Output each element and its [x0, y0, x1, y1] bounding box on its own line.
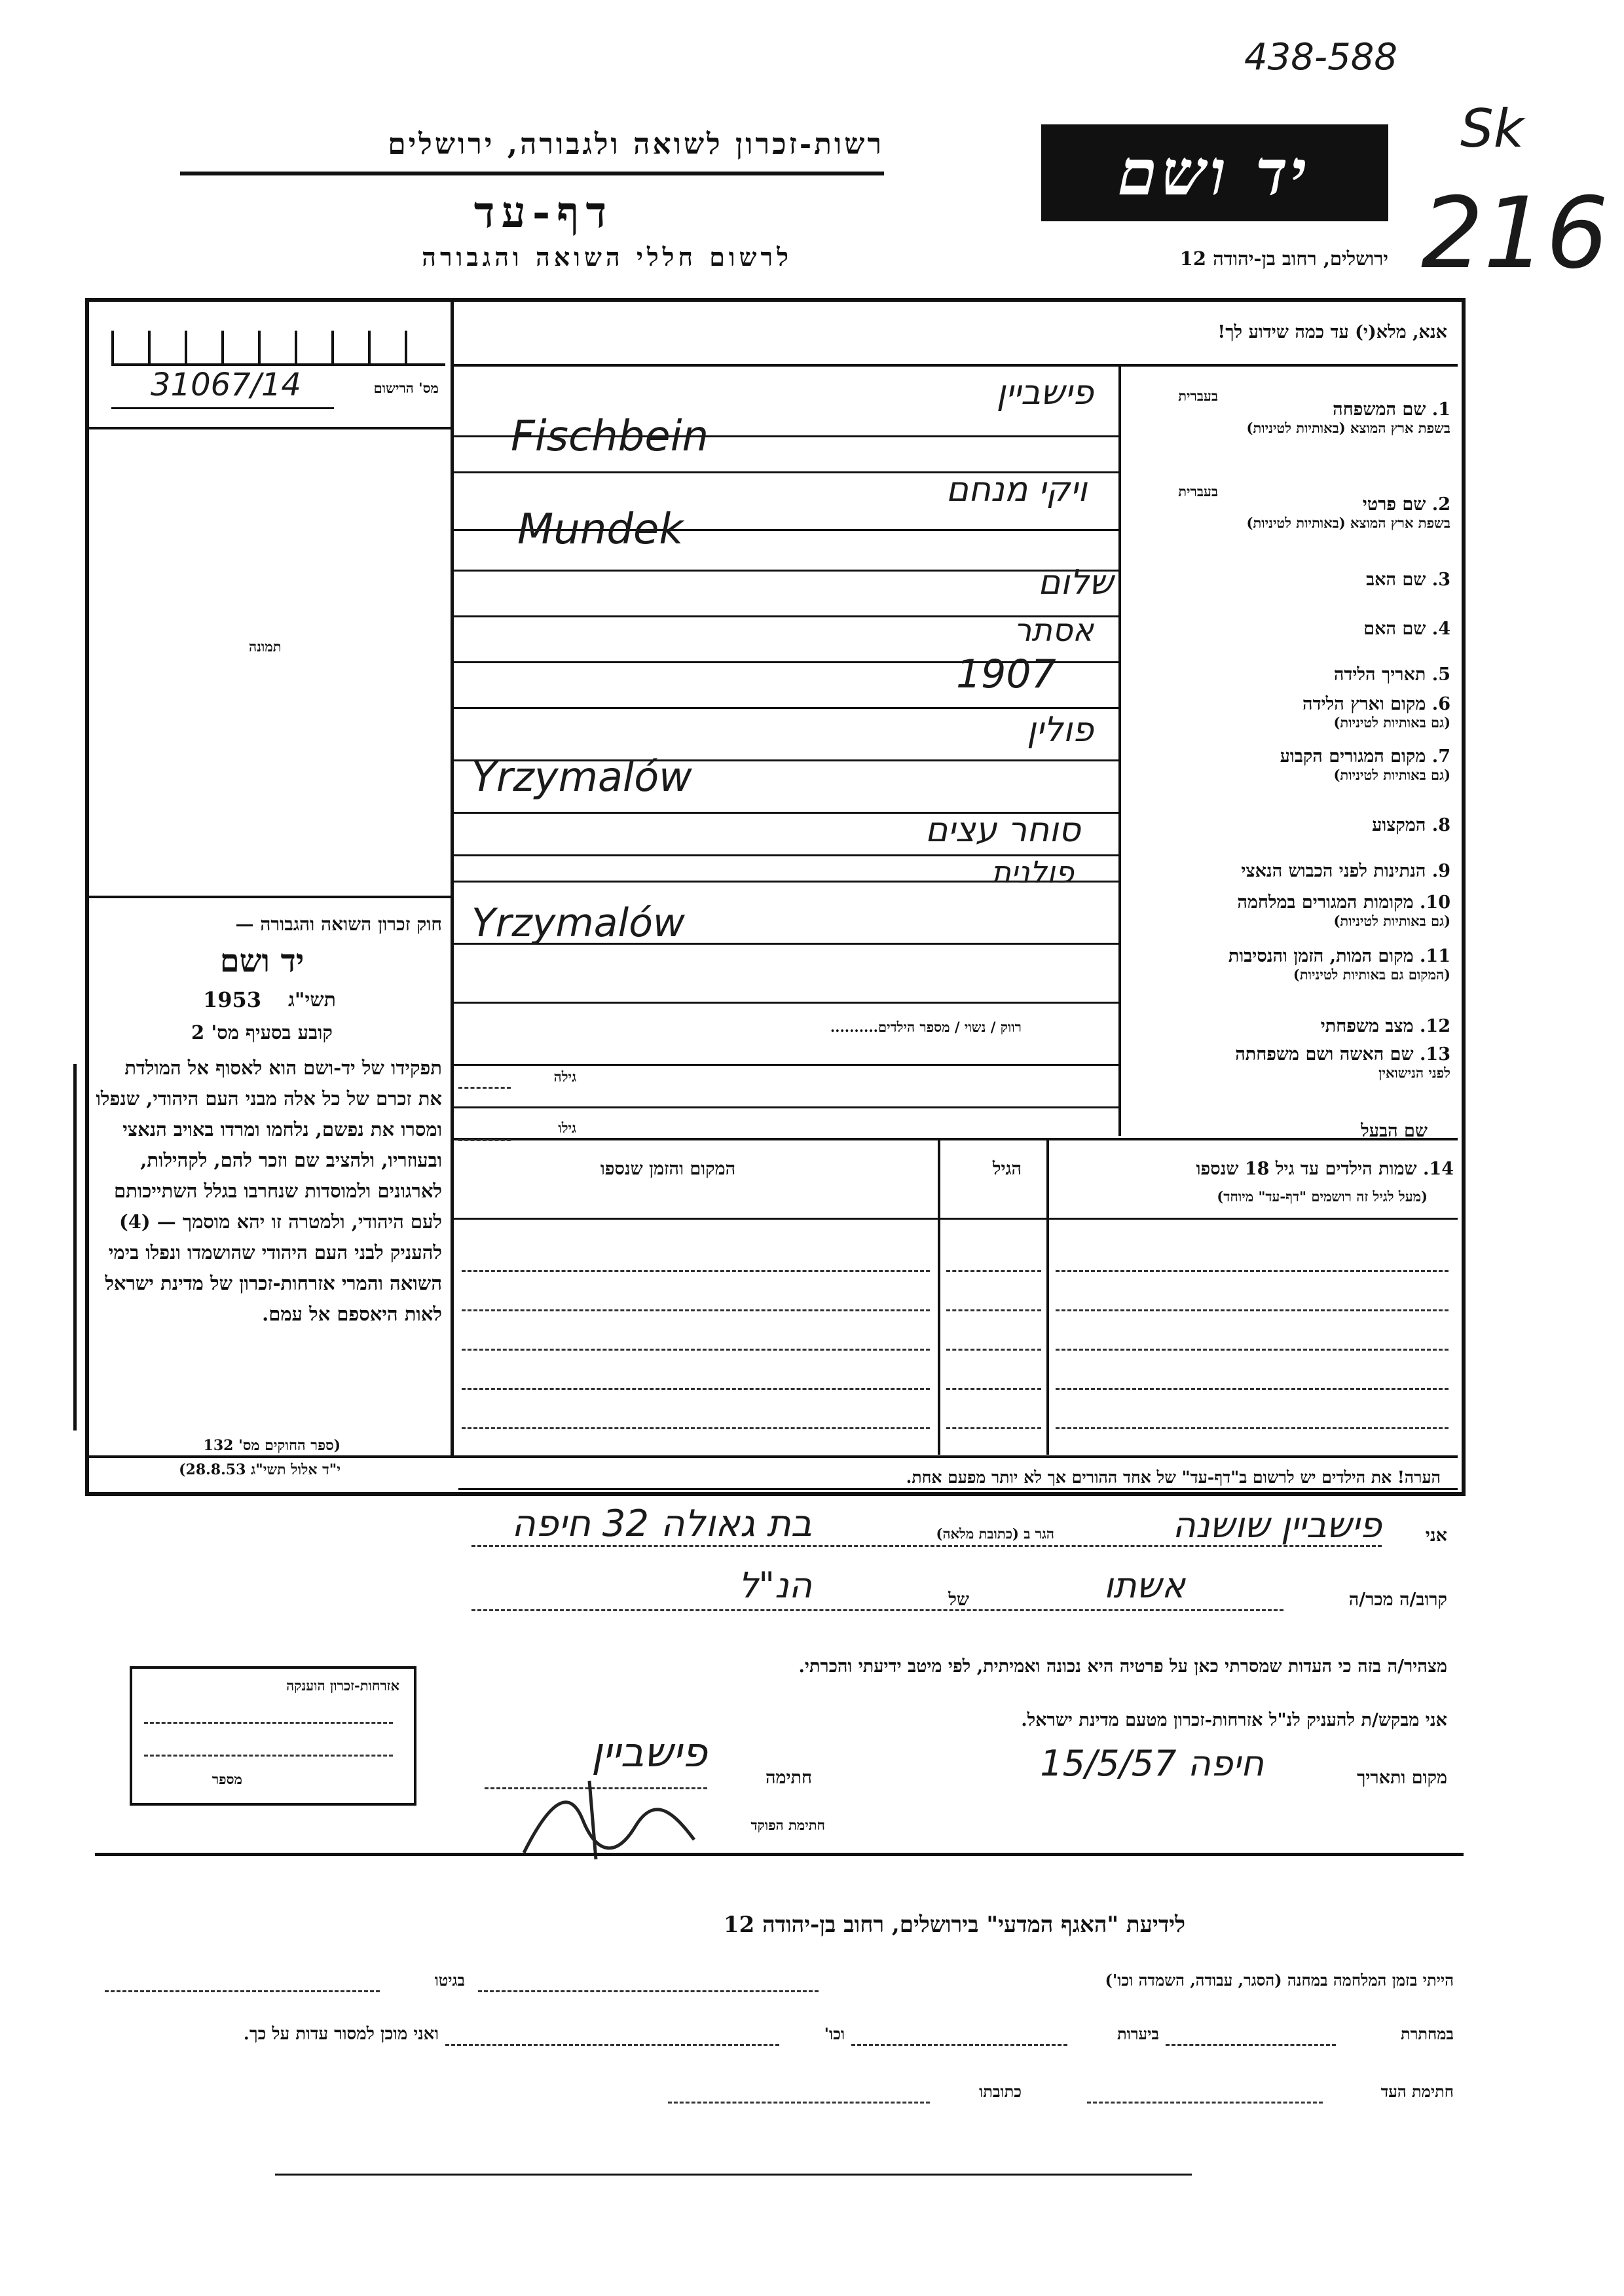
field-text: מקום וארץ הלידה: [1302, 694, 1426, 714]
answer-profession: סוחר עצים: [925, 811, 1080, 850]
children-row-line: [1056, 1388, 1449, 1390]
law-year-he: תשי"ג: [288, 989, 336, 1011]
children-divider-bottom: [454, 1218, 1458, 1220]
answer-line: [454, 707, 1118, 709]
children-row-line: [1056, 1309, 1449, 1311]
field-subtext: לפני הנישואין: [1378, 1065, 1450, 1081]
field-text: מקום המגורים הקבוע: [1280, 746, 1426, 767]
field-subtext: (גם באותיות לטיניות): [1333, 913, 1450, 929]
answer-citizenship: פולנית: [991, 854, 1074, 890]
answer-father: שלום: [1037, 563, 1113, 602]
field-number: 1.: [1431, 399, 1450, 420]
footer-line2-a: במחתרת: [1400, 2024, 1454, 2043]
children-row-line: [1056, 1427, 1449, 1429]
registration-label: מס' הרישום: [373, 380, 439, 396]
hebrew-tag-1: בעברית: [1178, 388, 1218, 404]
children-row-line: [946, 1388, 1041, 1390]
answer-first-he: ויקי מנחם: [946, 470, 1087, 509]
field-number: 13.: [1420, 1044, 1450, 1065]
field-text: שם המשפחה: [1333, 399, 1426, 420]
field-text: שם פרטי: [1362, 494, 1426, 515]
answer-surname-he: פישביין: [996, 373, 1094, 412]
field-label-10: [1126, 892, 1450, 930]
answer-line: [454, 1002, 1118, 1004]
field-subtext: (גם באותיות לטיניות): [1333, 714, 1450, 731]
answer-line: [454, 1064, 1118, 1066]
photo-label: תמונה: [249, 638, 282, 655]
footer-line2-field-c: [445, 2044, 779, 2046]
corner-mark-b: 216: [1421, 177, 1609, 291]
children-col-1: [1046, 1140, 1049, 1455]
field-number: 10.: [1420, 892, 1450, 913]
footer-line1-field: [478, 1990, 819, 1992]
children-age-header: הגיל: [992, 1159, 1022, 1179]
law-name: יד ושם: [219, 943, 304, 979]
field-label-6: [1126, 694, 1450, 731]
children-col-2: [938, 1140, 940, 1455]
field-text: מצב משפחתי: [1320, 1016, 1414, 1036]
yad-vashem-logo: יד ושם: [1041, 124, 1388, 221]
declarant-resides: הגר ב (כתובת מלאה): [936, 1525, 1054, 1542]
gazette-date: י"ד אלול תשי"ג 28.8.53): [179, 1461, 341, 1478]
footer-line3-b: כתובתו: [979, 2082, 1022, 2101]
field-label-5: [1126, 665, 1450, 685]
children-sub: (מעל לגיל זה רושמים "דף-עד" מיוחד): [1217, 1188, 1428, 1205]
gazette: (ספר החוקים מס' 132: [203, 1437, 341, 1454]
field-label-13: [1126, 1044, 1450, 1082]
wife-age-line: [458, 1087, 511, 1089]
field-text: תאריך הלידה: [1333, 665, 1426, 685]
field-label-3: [1126, 570, 1450, 590]
footer-line3-field-b: [668, 2102, 930, 2104]
footer-line3-field-a: [1087, 2102, 1323, 2104]
corner-mark-a: Sk: [1460, 98, 1524, 159]
children-row-line: [462, 1427, 930, 1429]
children-place-header: המקום והזמן שנספו: [600, 1159, 736, 1179]
note: הערה! את הילדים יש לרשום ב"דף-עד" של אחד ההורים אך לא יותר מפעם אחת.: [906, 1468, 1441, 1487]
signature-label: חתימה: [765, 1768, 812, 1788]
field-text: מקומות המגורים במלחמה: [1237, 892, 1414, 913]
field-number: 3.: [1431, 570, 1450, 590]
field-label-11: [1126, 946, 1450, 983]
form-title: דף-עד: [473, 187, 614, 238]
citizenship-request: אני מבקש/ת להעניק לנ"ל אזרחות-זכרון מטעם מדינת ישראל.: [1021, 1710, 1447, 1730]
answer-war-residence: Yrzymalów: [471, 900, 685, 946]
hebrew-tag-2: בעברית: [1178, 483, 1218, 500]
field-label-12: [1126, 1016, 1450, 1036]
footer-line2-b: ביערות: [1116, 2024, 1159, 2043]
field-label-2: [1126, 494, 1450, 532]
citizenship-box-no: מספר: [212, 1771, 242, 1787]
declarant-name: פישביין שושנה: [1172, 1504, 1382, 1546]
declarant-line-1: [471, 1545, 1382, 1547]
field-label-7: [1126, 746, 1450, 784]
registration-underline: [111, 407, 334, 409]
citizenship-box-title: אזרחות-זכרון הוענקה: [286, 1677, 399, 1694]
field-subtext: בשפת ארץ המוצא (באותיות לטיניות): [1246, 420, 1450, 436]
photo-box-bottom: [89, 896, 451, 898]
field-text: שם האם: [1363, 619, 1426, 639]
field-number: 2.: [1431, 494, 1450, 515]
footer-line2-c: וכו': [824, 2024, 845, 2043]
box-line-2: [144, 1755, 393, 1757]
field-number: 12.: [1420, 1016, 1450, 1036]
children-row-line: [1056, 1270, 1449, 1272]
field-text: שם האשה ושם משפחתה: [1235, 1044, 1414, 1065]
footer-line1-label: הייתי בזמן המלחמה במחנה (הסגר, עבודה, השמדה וכו'): [1105, 1971, 1454, 1990]
declaration: מצהיר/ה בזה כי העדות שמסרתי כאן על פרטיה היא נכונה ואמיתית, לפי מיטב ידיעתי והכרתי.: [798, 1656, 1447, 1677]
place-date-label: מקום ותאריך: [1357, 1768, 1447, 1788]
children-row-line: [946, 1309, 1041, 1311]
field-number: 11.: [1420, 946, 1450, 966]
signature: פישביין: [591, 1728, 707, 1776]
children-row-line: [946, 1349, 1041, 1351]
field-text: שם האב: [1366, 570, 1426, 590]
children-row-line: [946, 1427, 1041, 1429]
relation: אשתו: [1103, 1565, 1185, 1606]
left-column-divider: [451, 302, 454, 1457]
barcode-base: [111, 363, 445, 366]
field-label-1: [1126, 399, 1450, 437]
field-label-9: [1126, 861, 1450, 881]
note-divider: [89, 1455, 1458, 1458]
footer-line3-a: חתימת העד: [1380, 2082, 1454, 2101]
authority-underline: [180, 172, 884, 175]
note-bottom: [458, 1488, 1458, 1490]
husband-label: שם הבעל: [1361, 1121, 1428, 1141]
officer-label: חתימת הפוקד: [750, 1817, 825, 1833]
field-subtext: בשפת ארץ המוצא (באותיות לטיניות): [1246, 515, 1450, 531]
box-line-1: [144, 1722, 393, 1724]
footer-line1-end: בגיטו: [434, 1971, 465, 1990]
law-title: חוק זכרון השואה והגבורה —: [235, 913, 442, 935]
children-row-line: [462, 1309, 930, 1311]
declarant-address: בת גאולה 32 חיפה: [511, 1503, 812, 1545]
of-name: הנ"ל: [738, 1565, 812, 1606]
officer-signature: [511, 1761, 707, 1866]
footer-line2-field-a: [1166, 2044, 1336, 2046]
barcode-ticks: [111, 331, 439, 363]
declarant-line-2: [471, 1609, 1283, 1611]
footer-line2-d: ואני מוכן למסור עדות על כך.: [243, 2024, 439, 2044]
footer-line2-field-b: [851, 2044, 1067, 2046]
children-title: 14. שמות הילדים עד גיל 18 שנספו: [1196, 1159, 1454, 1179]
law-text: תפקידו של יד-ושם הוא לאסוף אל המולדת את זכרם של כל אלה מבני העם היהודי, שנפלו ומסרו את נפשם, נלחמו ומרדו באויב הנאצי ובעוזריו, ולהציב שם וזכר להם, לקהילות, לארגונים ולמוסדות שנחרבו בגלל השתייכותם לעם היהודי, ולמטרה זו יהא מוסמך — (4) להעניק לבני העם היהודי שהושמדו ונפלו בימי השואה והמרי אזרחות-זכרון של מדינת ישראל לאות היאספם אל עמם.: [96, 1057, 442, 1325]
answer-surname-latin: Fischbein: [511, 412, 709, 461]
footer-title: לידיעת "האגף המדעי" בירושלים, רחוב בן-יהודה 12: [723, 1912, 1185, 1938]
instruction: אנא, מלא(י) עד כמה שידוע לך!: [1217, 322, 1447, 342]
footer-line1-field2: [105, 1990, 380, 1992]
logo-address: ירושלים, רחוב בן-יהודה 12: [1179, 247, 1388, 270]
of-label: של: [948, 1590, 969, 1610]
field-number: 9.: [1431, 861, 1450, 881]
husband-age-label: גילו: [558, 1120, 576, 1136]
answer-residence: Yrzymalów: [471, 753, 692, 801]
answer-birth-place: פולין: [1027, 710, 1094, 750]
answer-first-latin: Mundek: [517, 505, 684, 554]
footer-divider: [95, 1853, 1464, 1856]
children-row-line: [1056, 1349, 1449, 1351]
children-row-line: [462, 1270, 930, 1272]
children-row-line: [462, 1388, 930, 1390]
authority-name: רשות-זכרון לשואה ולגבורה, ירושלים: [388, 128, 884, 161]
relative-label: קרוב/ה מכר/ה: [1348, 1590, 1447, 1610]
family-status-options: רווק / נשוי / מספר הילדים..........: [830, 1019, 1022, 1035]
field-subtext: (המקום גם באותיות לטיניות): [1293, 966, 1450, 983]
law-year: 1953: [203, 987, 262, 1012]
wife-age-label: גילה: [553, 1068, 576, 1085]
instruction-divider: [454, 364, 1458, 367]
answer-mother: אסתר: [1014, 612, 1094, 649]
label-column-divider: [1118, 367, 1121, 1136]
form-subtitle: לרשום חללי השואה והגבורה: [422, 242, 792, 272]
answer-birth-year: 1907: [956, 651, 1056, 697]
registration-box-bottom: [89, 427, 451, 429]
field-text: הנתינות לפני הכבוש הנאצי: [1241, 861, 1426, 881]
field-number: 7.: [1431, 746, 1450, 767]
field-label-4: [1126, 619, 1450, 639]
field-number: 6.: [1431, 694, 1450, 714]
husband-age-line: [458, 1139, 511, 1141]
law-section: קובע בסעיף מס' 2: [191, 1021, 333, 1044]
place-date: חיפה 15/5/57: [1040, 1743, 1264, 1784]
field-number: 4.: [1431, 619, 1450, 639]
field-text: מקום המות, הזמן והנסיבות: [1228, 946, 1414, 966]
field-number: 5.: [1431, 665, 1450, 685]
field-text: המקצוע: [1372, 815, 1426, 835]
declarant-ani: אני: [1425, 1525, 1447, 1546]
children-row-line: [462, 1349, 930, 1351]
answer-line: [454, 1106, 1118, 1108]
field-number: 8.: [1431, 815, 1450, 835]
field-label-8: [1126, 815, 1450, 835]
children-row-line: [946, 1270, 1041, 1272]
field-subtext: (גם באותיות לטיניות): [1333, 767, 1450, 783]
catalog-number: 438-588: [1244, 36, 1397, 79]
footer-bottom-line: [275, 2174, 1192, 2176]
left-margin-bar: [73, 1064, 77, 1430]
registration-number: 31067/14: [151, 367, 301, 403]
